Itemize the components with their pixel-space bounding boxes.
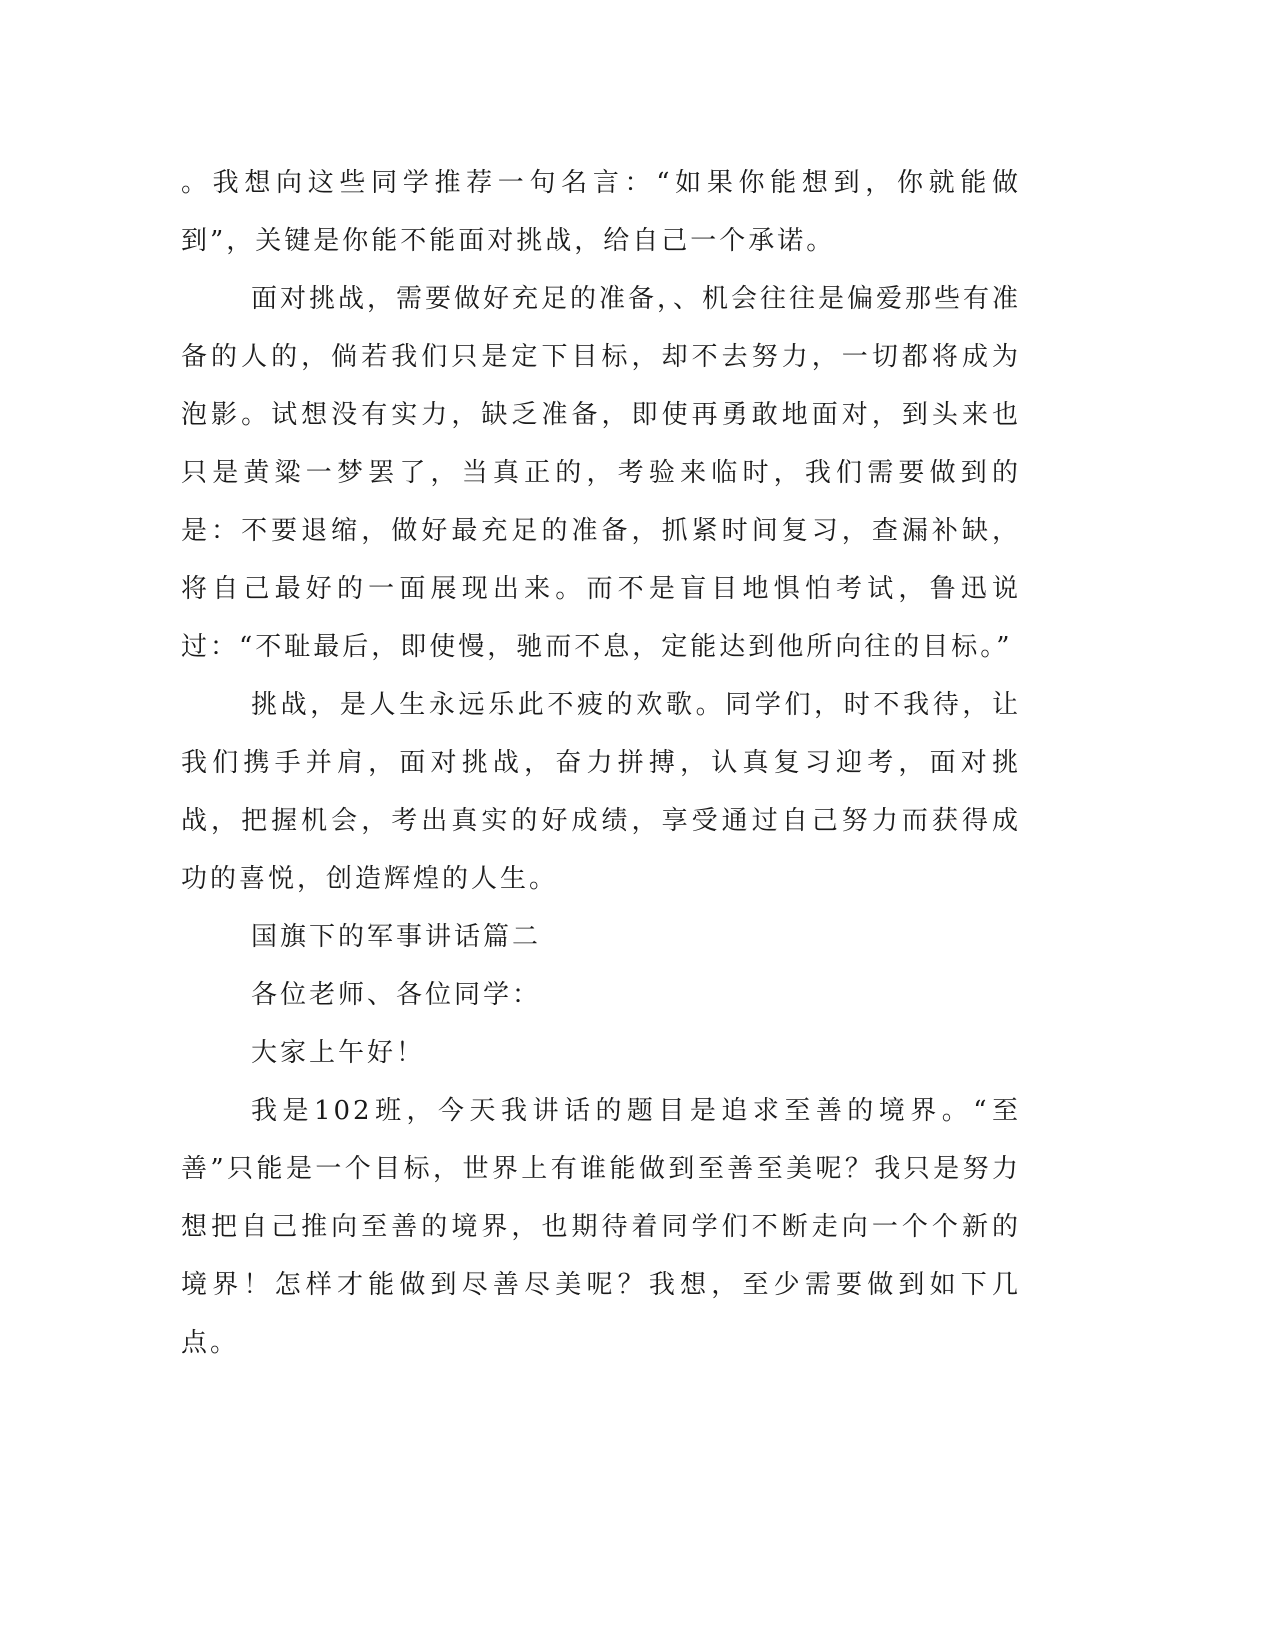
paragraph-speech-topic: 我是102班，今天我讲话的题目是追求至善的境界。“至善”只能是一个目标，世界上有谁能做到至善至美呢？我只是努力想把自己推向至善的境界，也期待着同学们不断走向一个个新的境界！怎样才能做到尽善尽美呢？我想，至少需要做到如下几点。: [181, 1096, 1021, 1358]
greeting: 大家上午好！: [251, 1038, 426, 1068]
paragraph-challenge: 挑战，是人生永远乐此不疲的欢歌。同学们，时不我待，让我们携手并肩，面对挑战，奋力拼搏，认真复习迎考，面对挑战，把握机会，考出真实的好成绩，享受通过自己努力而获得成功的喜悦，创造辉煌的人生。: [181, 690, 1021, 894]
section-heading: 国旗下的军事讲话篇二: [251, 922, 542, 952]
document-body: [181, 154, 1021, 1372]
paragraph-continuation: 。我想向这些同学推荐一句名言：“如果你能想到，你就能做到”，关键是你能不能面对挑战，给自己一个承诺。: [181, 168, 1021, 256]
salutation: 各位老师、各位同学：: [251, 980, 542, 1010]
paragraph-preparation: 面对挑战，需要做好充足的准备，、机会往往是偏爱那些有准备的人的，倘若我们只是定下目标，却不去努力，一切都将成为泡影。试想没有实力，缺乏准备，即使再勇敢地面对，到头来也只是黄粱一梦罢了，当真正的，考验来临时，我们需要做到的是：不要退缩，做好最充足的准备，抓紧时间复习，查漏补缺，将自己最好的一面展现出来。而不是盲目地惧怕考试，鲁迅说过：“不耻最后，即使慢，驰而不息，定能达到他所向往的目标。”: [181, 284, 1022, 662]
